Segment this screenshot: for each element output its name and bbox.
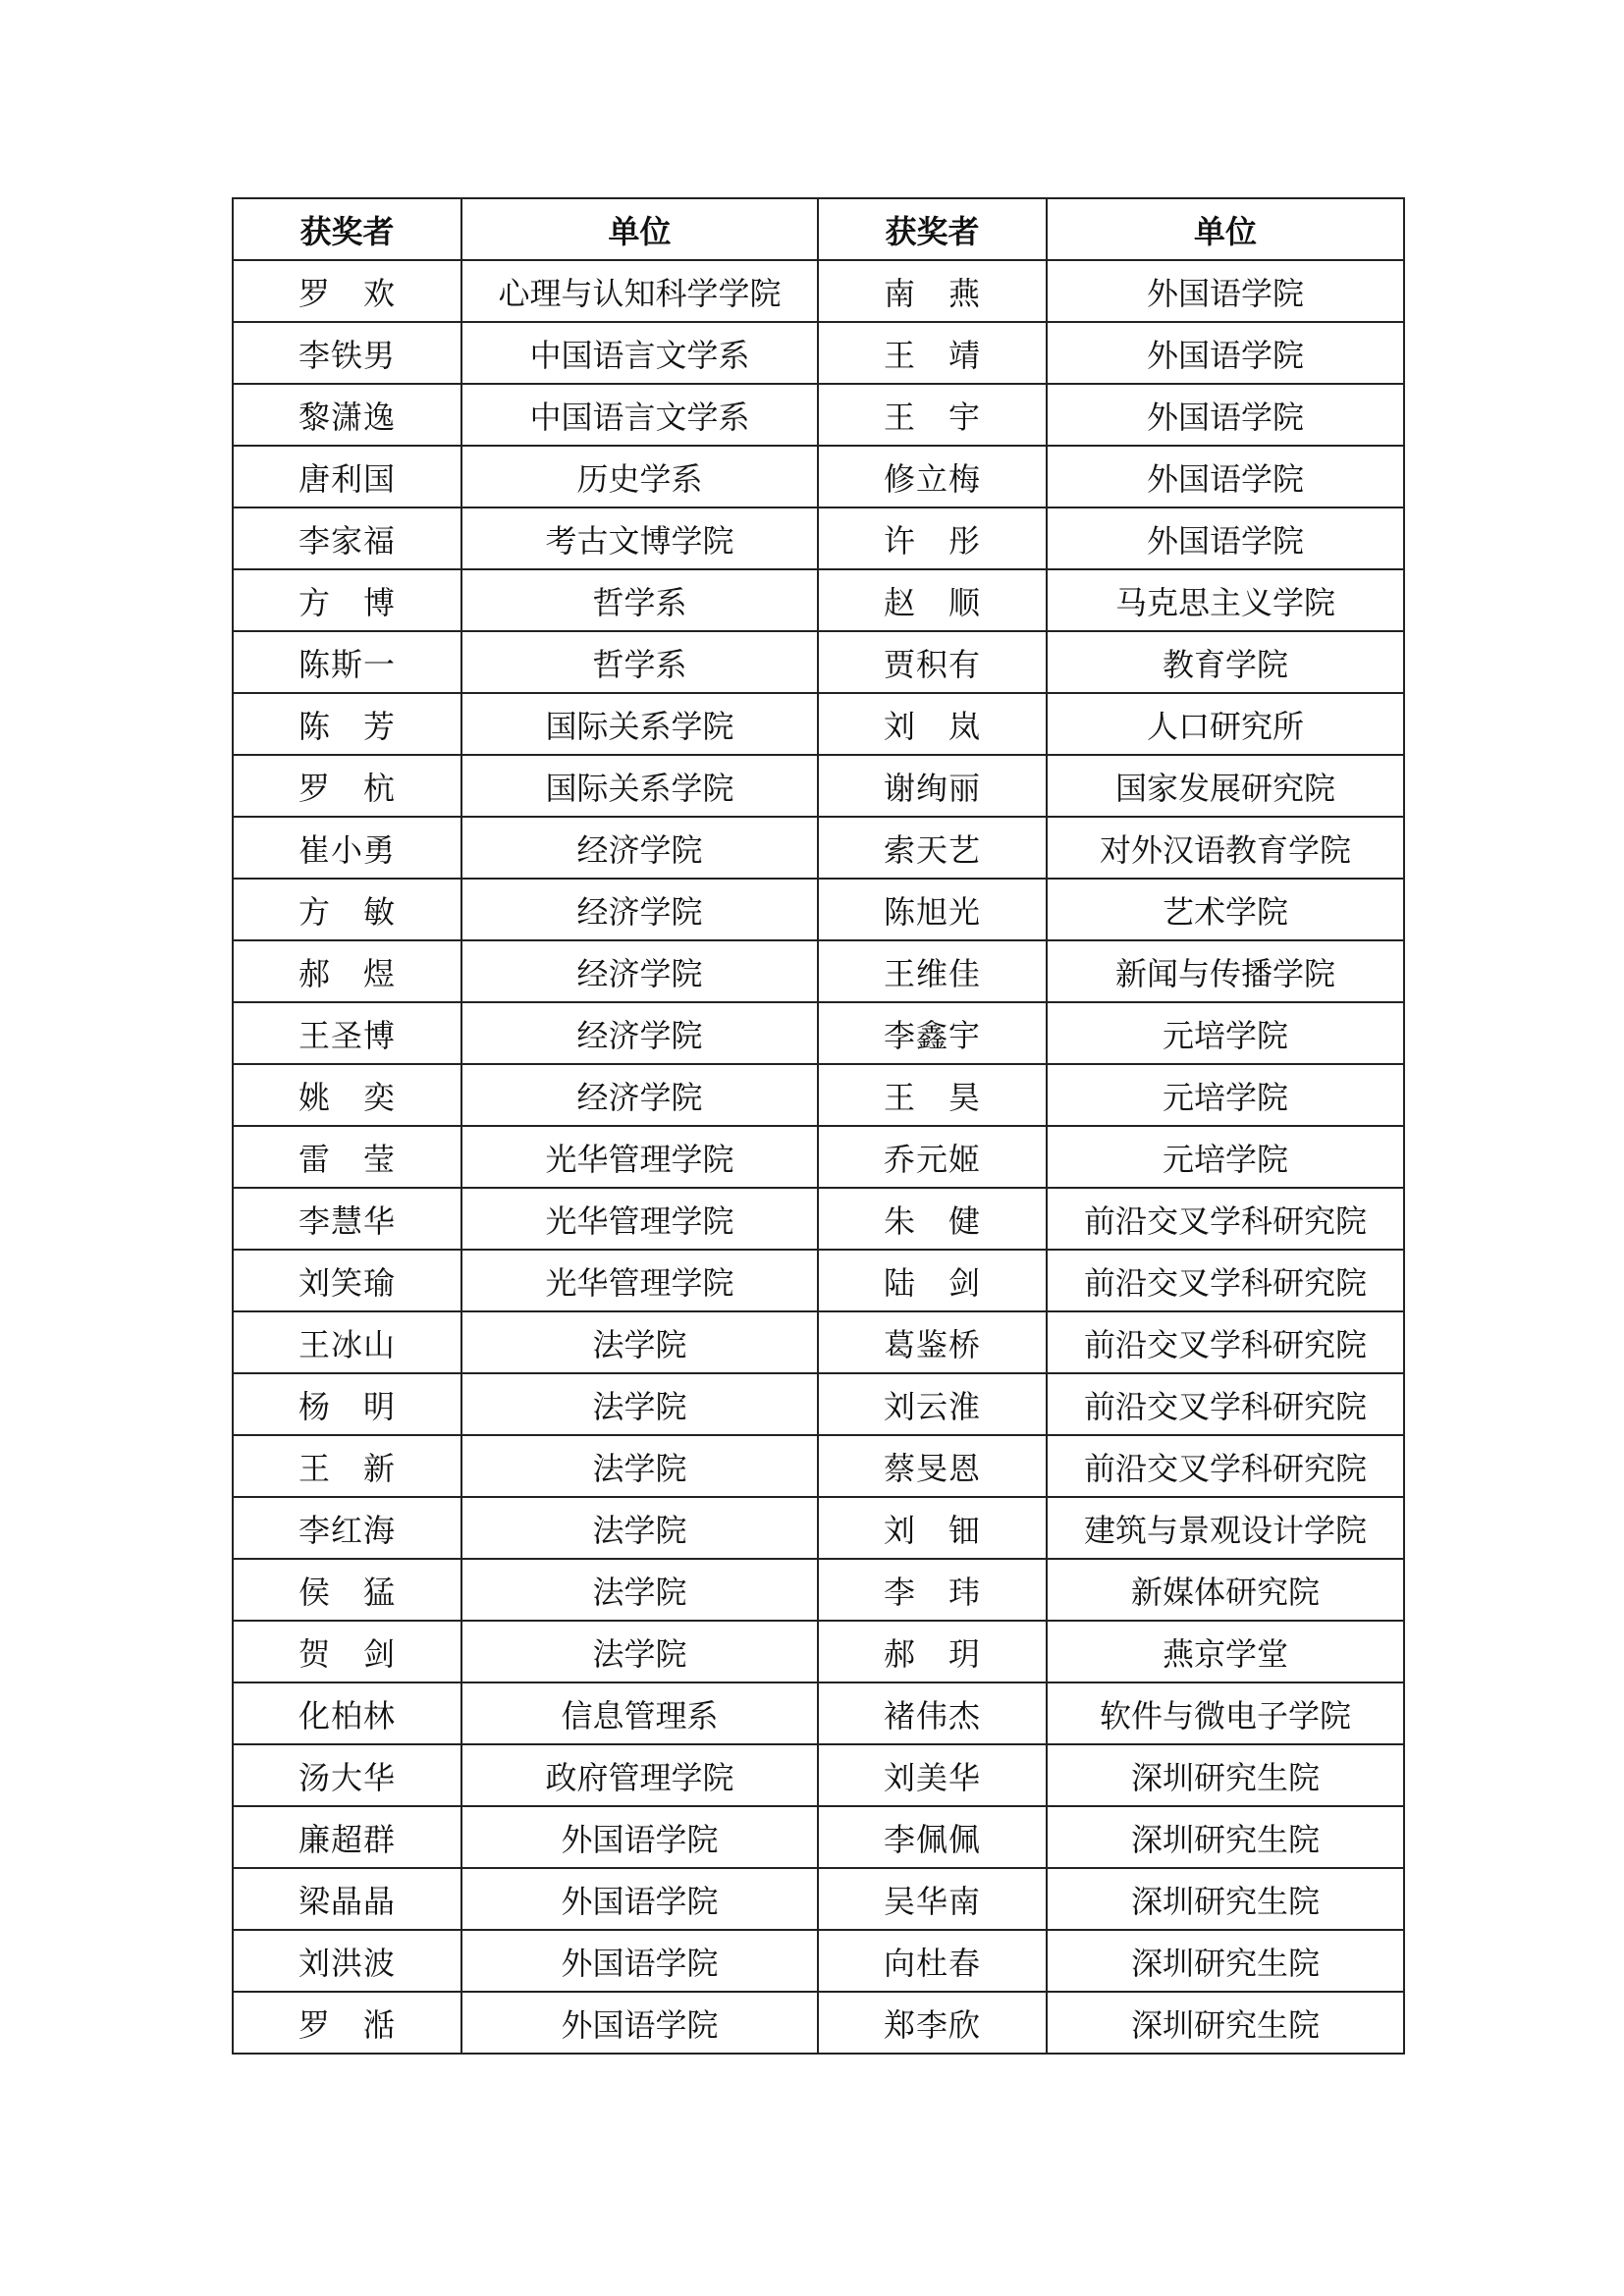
awardee-name: 蔡旻恩: [818, 1435, 1047, 1497]
awardee-name: 李慧华: [233, 1188, 461, 1250]
awardee-name: 方 敏: [233, 879, 461, 940]
awardee-name: 陆 剑: [818, 1250, 1047, 1311]
unit-name: 前沿交叉学科研究院: [1047, 1311, 1404, 1373]
table-row: [233, 940, 1404, 1002]
awardee-name: 朱 健: [818, 1188, 1047, 1250]
awardee-name: 崔小勇: [233, 817, 461, 879]
unit-name: 中国语言文学系: [461, 322, 818, 384]
awardee-name: 汤大华: [233, 1744, 461, 1806]
awardee-name: 乔元姬: [818, 1126, 1047, 1188]
unit-name: 深圳研究生院: [1047, 1744, 1404, 1806]
table-row: [233, 1806, 1404, 1868]
unit-name: 艺术学院: [1047, 879, 1404, 940]
unit-name: 法学院: [461, 1621, 818, 1682]
table-row: [233, 1744, 1404, 1806]
awardee-name: 刘 钿: [818, 1497, 1047, 1559]
unit-name: 软件与微电子学院: [1047, 1682, 1404, 1744]
unit-name: 深圳研究生院: [1047, 1930, 1404, 1992]
awardee-name: 罗 湉: [233, 1992, 461, 2054]
table-row: [233, 755, 1404, 817]
header-awardee: 获奖者: [233, 198, 461, 260]
unit-name: 法学院: [461, 1311, 818, 1373]
awardee-name: 李佩佩: [818, 1806, 1047, 1868]
awardee-name: 方 博: [233, 569, 461, 631]
unit-name: 考古文博学院: [461, 507, 818, 569]
unit-name: 国际关系学院: [461, 755, 818, 817]
table-row: [233, 507, 1404, 569]
award-table: [232, 197, 1405, 2055]
unit-name: 哲学系: [461, 569, 818, 631]
awardee-name: 李家福: [233, 507, 461, 569]
unit-name: 外国语学院: [1047, 384, 1404, 446]
unit-name: 经济学院: [461, 940, 818, 1002]
unit-name: 外国语学院: [461, 1930, 818, 1992]
awardee-name: 赵 顺: [818, 569, 1047, 631]
unit-name: 国家发展研究院: [1047, 755, 1404, 817]
unit-name: 光华管理学院: [461, 1188, 818, 1250]
awardee-name: 王 靖: [818, 322, 1047, 384]
table-row: [233, 1373, 1404, 1435]
unit-name: 外国语学院: [461, 1868, 818, 1930]
table-body: [233, 260, 1404, 2054]
awardee-name: 唐利国: [233, 446, 461, 507]
awardee-name: 侯 猛: [233, 1559, 461, 1621]
awardee-name: 陈旭光: [818, 879, 1047, 940]
unit-name: 教育学院: [1047, 631, 1404, 693]
awardee-name: 贾积有: [818, 631, 1047, 693]
awardee-name: 郝 煜: [233, 940, 461, 1002]
header-row: [233, 198, 1404, 260]
awardee-name: 葛鉴桥: [818, 1311, 1047, 1373]
table-row: [233, 879, 1404, 940]
unit-name: 元培学院: [1047, 1002, 1404, 1064]
awardee-name: 修立梅: [818, 446, 1047, 507]
unit-name: 法学院: [461, 1435, 818, 1497]
awardee-name: 梁晶晶: [233, 1868, 461, 1930]
unit-name: 建筑与景观设计学院: [1047, 1497, 1404, 1559]
unit-name: 光华管理学院: [461, 1126, 818, 1188]
table-row: [233, 1064, 1404, 1126]
awardee-name: 索天艺: [818, 817, 1047, 879]
unit-name: 外国语学院: [1047, 507, 1404, 569]
unit-name: 前沿交叉学科研究院: [1047, 1435, 1404, 1497]
awardee-name: 李铁男: [233, 322, 461, 384]
unit-name: 外国语学院: [1047, 446, 1404, 507]
unit-name: 政府管理学院: [461, 1744, 818, 1806]
unit-name: 外国语学院: [1047, 260, 1404, 322]
awardee-name: 李鑫宇: [818, 1002, 1047, 1064]
awardee-name: 王 新: [233, 1435, 461, 1497]
table-row: [233, 631, 1404, 693]
awardee-name: 罗 欢: [233, 260, 461, 322]
unit-name: 中国语言文学系: [461, 384, 818, 446]
unit-name: 外国语学院: [461, 1806, 818, 1868]
unit-name: 信息管理系: [461, 1682, 818, 1744]
table-row: [233, 1188, 1404, 1250]
unit-name: 外国语学院: [1047, 322, 1404, 384]
unit-name: 前沿交叉学科研究院: [1047, 1250, 1404, 1311]
header-unit: 单位: [1047, 198, 1404, 260]
awardee-name: 刘洪波: [233, 1930, 461, 1992]
unit-name: 前沿交叉学科研究院: [1047, 1373, 1404, 1435]
unit-name: 人口研究所: [1047, 693, 1404, 755]
table-row: [233, 1311, 1404, 1373]
awardee-name: 廉超群: [233, 1806, 461, 1868]
table-row: [233, 1559, 1404, 1621]
table-row: [233, 446, 1404, 507]
table-row: [233, 817, 1404, 879]
table-row: [233, 1126, 1404, 1188]
awardee-name: 贺 剑: [233, 1621, 461, 1682]
awardee-name: 许 彤: [818, 507, 1047, 569]
unit-name: 法学院: [461, 1559, 818, 1621]
awardee-name: 李 玮: [818, 1559, 1047, 1621]
table-row: [233, 1250, 1404, 1311]
unit-name: 深圳研究生院: [1047, 1868, 1404, 1930]
awardee-name: 黎潇逸: [233, 384, 461, 446]
unit-name: 对外汉语教育学院: [1047, 817, 1404, 879]
awardee-name: 王圣博: [233, 1002, 461, 1064]
awardee-name: 刘云淮: [818, 1373, 1047, 1435]
unit-name: 新媒体研究院: [1047, 1559, 1404, 1621]
table-row: [233, 322, 1404, 384]
awardee-name: 刘笑瑜: [233, 1250, 461, 1311]
table-row: [233, 693, 1404, 755]
unit-name: 元培学院: [1047, 1064, 1404, 1126]
awardee-name: 王冰山: [233, 1311, 461, 1373]
awardee-name: 吴华南: [818, 1868, 1047, 1930]
table-row: [233, 1497, 1404, 1559]
awardee-name: 雷 莹: [233, 1126, 461, 1188]
awardee-name: 姚 奕: [233, 1064, 461, 1126]
awardee-name: 王维佳: [818, 940, 1047, 1002]
awardee-name: 南 燕: [818, 260, 1047, 322]
awardee-name: 陈 芳: [233, 693, 461, 755]
table-row: [233, 384, 1404, 446]
table-row: [233, 1435, 1404, 1497]
unit-name: 外国语学院: [461, 1992, 818, 2054]
unit-name: 国际关系学院: [461, 693, 818, 755]
unit-name: 法学院: [461, 1497, 818, 1559]
awardee-name: 杨 明: [233, 1373, 461, 1435]
awardee-name: 王 宇: [818, 384, 1047, 446]
unit-name: 燕京学堂: [1047, 1621, 1404, 1682]
unit-name: 前沿交叉学科研究院: [1047, 1188, 1404, 1250]
unit-name: 经济学院: [461, 1002, 818, 1064]
unit-name: 哲学系: [461, 631, 818, 693]
awardee-name: 向杜春: [818, 1930, 1047, 1992]
table-row: [233, 1621, 1404, 1682]
unit-name: 历史学系: [461, 446, 818, 507]
table-row: [233, 1992, 1404, 2054]
awardee-name: 李红海: [233, 1497, 461, 1559]
unit-name: 新闻与传播学院: [1047, 940, 1404, 1002]
unit-name: 光华管理学院: [461, 1250, 818, 1311]
unit-name: 元培学院: [1047, 1126, 1404, 1188]
table-row: [233, 569, 1404, 631]
awardee-name: 化柏林: [233, 1682, 461, 1744]
table-row: [233, 260, 1404, 322]
table-row: [233, 1930, 1404, 1992]
unit-name: 经济学院: [461, 1064, 818, 1126]
awardee-name: 谢绚丽: [818, 755, 1047, 817]
awardee-name: 王 昊: [818, 1064, 1047, 1126]
unit-name: 深圳研究生院: [1047, 1992, 1404, 2054]
unit-name: 法学院: [461, 1373, 818, 1435]
awardee-name: 郑李欣: [818, 1992, 1047, 2054]
awardee-name: 刘 岚: [818, 693, 1047, 755]
unit-name: 心理与认知科学学院: [461, 260, 818, 322]
header-awardee: 获奖者: [818, 198, 1047, 260]
table-row: [233, 1002, 1404, 1064]
unit-name: 深圳研究生院: [1047, 1806, 1404, 1868]
awardee-name: 陈斯一: [233, 631, 461, 693]
awardee-name: 刘美华: [818, 1744, 1047, 1806]
unit-name: 马克思主义学院: [1047, 569, 1404, 631]
awardee-name: 褚伟杰: [818, 1682, 1047, 1744]
awardee-name: 罗 杭: [233, 755, 461, 817]
unit-name: 经济学院: [461, 879, 818, 940]
table-row: [233, 1868, 1404, 1930]
unit-name: 经济学院: [461, 817, 818, 879]
table-row: [233, 1682, 1404, 1744]
awardee-name: 郝 玥: [818, 1621, 1047, 1682]
header-unit: 单位: [461, 198, 818, 260]
